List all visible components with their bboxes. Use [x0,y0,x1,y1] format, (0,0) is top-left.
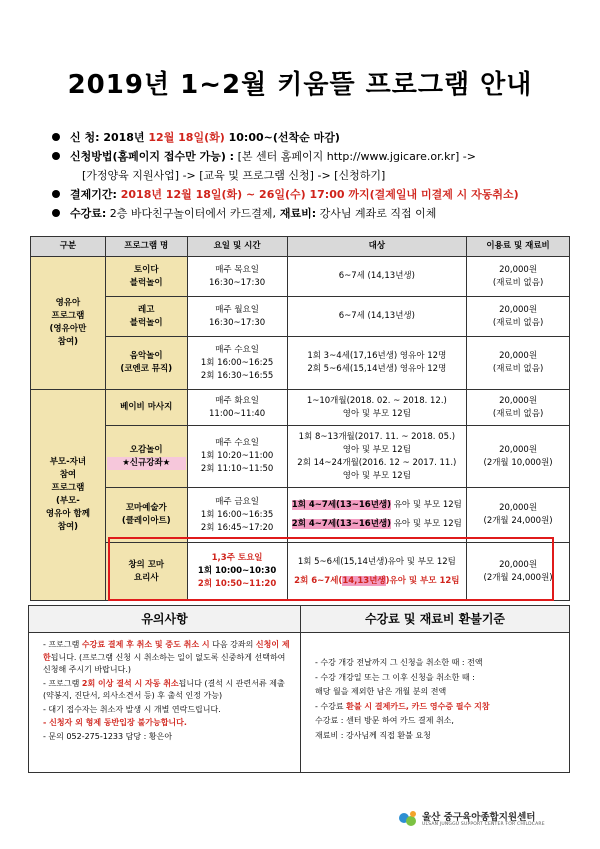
note-item: - 수강료 환불 시 결제카드, 카드 영수증 필수 지참 [315,701,490,711]
program-name: 꼬마예술가 (클레이아트) [105,488,187,543]
target-highlight: 2회 4~7세(13~16년생) [291,519,391,529]
note-item: - 수강 개강일 또는 그 이후 신청을 취소한 때 : [315,672,475,682]
program-time: 매주 수요일 1회 16:00~16:25 2회 16:30~16:55 [187,337,287,390]
program-fee: 20,000원 (재료비 없음) [467,337,570,390]
sc-logo-icon [398,809,418,829]
bullet-icon [52,152,60,160]
program-time: 매주 월요일 16:30~17:30 [187,297,287,337]
table-header-row [31,237,570,257]
program-fee: 20,000원 (재료비 없음) [467,257,570,297]
table-row [31,297,570,337]
header-category: 구분 [31,237,106,257]
apply-row [52,128,572,147]
target-post: )유아 및 부모 12팀 [385,575,460,586]
note-item: 해당 월을 제외한 남은 개월 분의 전액 [315,687,447,696]
note-item: 재료비 : 강사님께 직접 환불 요청 [315,730,431,740]
program-time: 매주 수요일 1회 10:20~11:00 2회 11:10~11:50 [187,426,287,488]
table-row [31,257,570,297]
info-section [52,128,572,223]
payment-label: 결제기간: [70,188,117,201]
program-name [105,426,187,488]
header-target: 대상 [287,237,467,257]
program-name: 음악놀이 (코엔코 뮤직) [105,337,187,390]
note-item: - 문의 052-275-1233 담당 : 황은아 [43,731,173,741]
program-target: 1~10개월(2018. 02. ~ 2018. 12.) 영아 및 부모 12팀 [287,390,467,426]
program-fee: 20,000원 (재료비 없음) [467,390,570,426]
footer-logo [398,807,578,833]
material-text: 강사님 계좌로 직접 이체 [316,207,437,220]
bullet-icon [52,133,60,141]
target-highlight: 1회 4~7세(13~16년생) [291,500,391,510]
apply-time: 10:00~(선착순 마감) [224,131,340,144]
header-fee: 이용료 및 재료비 [467,237,570,257]
program-time: 매주 목요일 16:30~17:30 [187,257,287,297]
apply-label: 신 청: [70,131,100,144]
program-name: 베이비 마사지 [105,390,187,426]
program-name: 레고 블럭놀이 [105,297,187,337]
cautions-column [29,606,301,772]
note-item: - 프로그램 2회 이상 결석 시 자동 취소됩니다 (결석 시 관련서류 제출(약봉지, 진단서, 의사소견서 등) 후 출석 인정 가능) [43,678,285,700]
note-item: - 수강 개강 전날까지 그 신청을 취소한 때 : 전액 [315,658,483,667]
target-highlight: 14,13년생 [342,575,386,586]
payment-row [52,185,572,204]
refund-title: 수강료 및 재료비 환불기준 [301,606,569,633]
program-fee: 20,000원 (2개월 24,000원) [467,488,570,543]
payment-period: 2018년 12월 18일(화) ~ 26일(수) 17:00 까지(결제일내 미결제 시 자동취소) [116,188,519,201]
fee-row [52,204,572,223]
apply-date: 12월 18일(화) [148,131,225,144]
org-sub: ULSAN JUNGGU SUPPORT CENTER FOR CHILDCARE [422,822,545,827]
note-item: - 대기 접수자는 취소자 발생 시 개별 연락드립니다. [43,704,221,714]
program-name: 토이다 블럭놀이 [105,257,187,297]
new-course-badge: ★신규강좌★ [107,457,186,470]
program-fee: 20,000원 (2개월 10,000원) [467,426,570,488]
program-fee: 20,000원 (재료비 없음) [467,297,570,337]
bullet-icon [52,190,60,198]
program-target: 6~7세 (14,13년생) [287,297,467,337]
program-fee: 20,000원 (2개월 24,000원) [467,543,570,601]
cautions-list [29,633,300,743]
highlight-box [108,537,554,601]
time-session-2: 2회 10:50~11:20 [197,579,277,589]
table-row [31,426,570,488]
bullet-icon [52,209,60,217]
time-session-1: 1회 10:00~10:30 [197,566,277,576]
apply-date-pre: 2018년 [99,131,149,144]
program-time: 매주 화요일 11:00~11:40 [187,390,287,426]
target-rest: 유아 및 부모 12팀 [391,519,462,529]
method-row-2: [가정양육 지원사업] -> [교육 및 프로그램 신청] -> [신청하기] [82,169,386,182]
target-pre: 2회 6~7세( [294,575,343,586]
fee-label: 수강료: [70,207,107,220]
cautions-title: 유의사항 [29,606,300,633]
group-cell-infant: 영유아 프로그램 (영유아만 참여) [31,257,106,390]
target-rest: 유아 및 부모 12팀 [391,500,462,510]
program-target: 6~7세 (14,13년생) [287,257,467,297]
note-item: - 신청자 외 형제 동반입장 불가능합니다. [43,718,187,727]
target-session-1: 1회 5~6세(15,14년생)유아 및 부모 12팀 [297,556,456,567]
header-time: 요일 및 시간 [187,237,287,257]
table-row [31,488,570,543]
page-title: 2019년 1~2월 키움뜰 프로그램 안내 [67,70,533,100]
program-name: 창의 꼬마 요리사 [105,543,187,601]
note-item: - 프로그램 수강료 결제 후 취소 및 중도 취소 시 다음 강좌의 신청이 제한됩니다. (프로그램 신청 시 취소하는 일이 없도록 신중하게 선택하여 신청해 주시기 바랍니다.) [43,640,290,674]
program-target: 1회 3~4세(17,16년생) 영유아 12명 2회 5~6세(15,14년생) 영유아 12명 [287,337,467,390]
note-item: 수강료 : 센터 방문 하여 카드 결제 취소, [315,716,454,725]
notes-section [28,605,570,773]
program-name-text: 오감놀이 [129,444,163,455]
table-row [31,337,570,390]
org-name: 울산 중구육아종합지원센터 [422,812,536,823]
method-label: 신청방법(홈페이지 접수만 가능) : [70,150,235,163]
refund-column [301,606,569,772]
fee-text: 2층 바다친구놀이터에서 카드결제, [106,207,277,220]
group-cell-parent: 부모-자녀 참여 프로그램 (부모- 영유아 함께 참여) [31,390,106,601]
refund-list [301,633,569,742]
header-program: 프로그램 명 [105,237,187,257]
time-week: 1,3주 토요일 [211,553,263,563]
program-target: 1회 8~13개월(2017. 11. ~ 2018. 05.) 영아 및 부모 12팀 2회 14~24개월(2016. 12 ~ 2017. 11.) 영아 및 부모 12팀 [287,426,467,488]
table-row [31,390,570,426]
method-row [52,147,572,166]
method-text: [본 센터 홈페이지 http://www.jgicare.or.kr] -> [234,150,476,163]
program-time: 매주 금요일 1회 16:00~16:35 2회 16:45~17:20 [187,488,287,543]
material-label: 재료비: [276,207,317,220]
program-target [287,488,467,543]
